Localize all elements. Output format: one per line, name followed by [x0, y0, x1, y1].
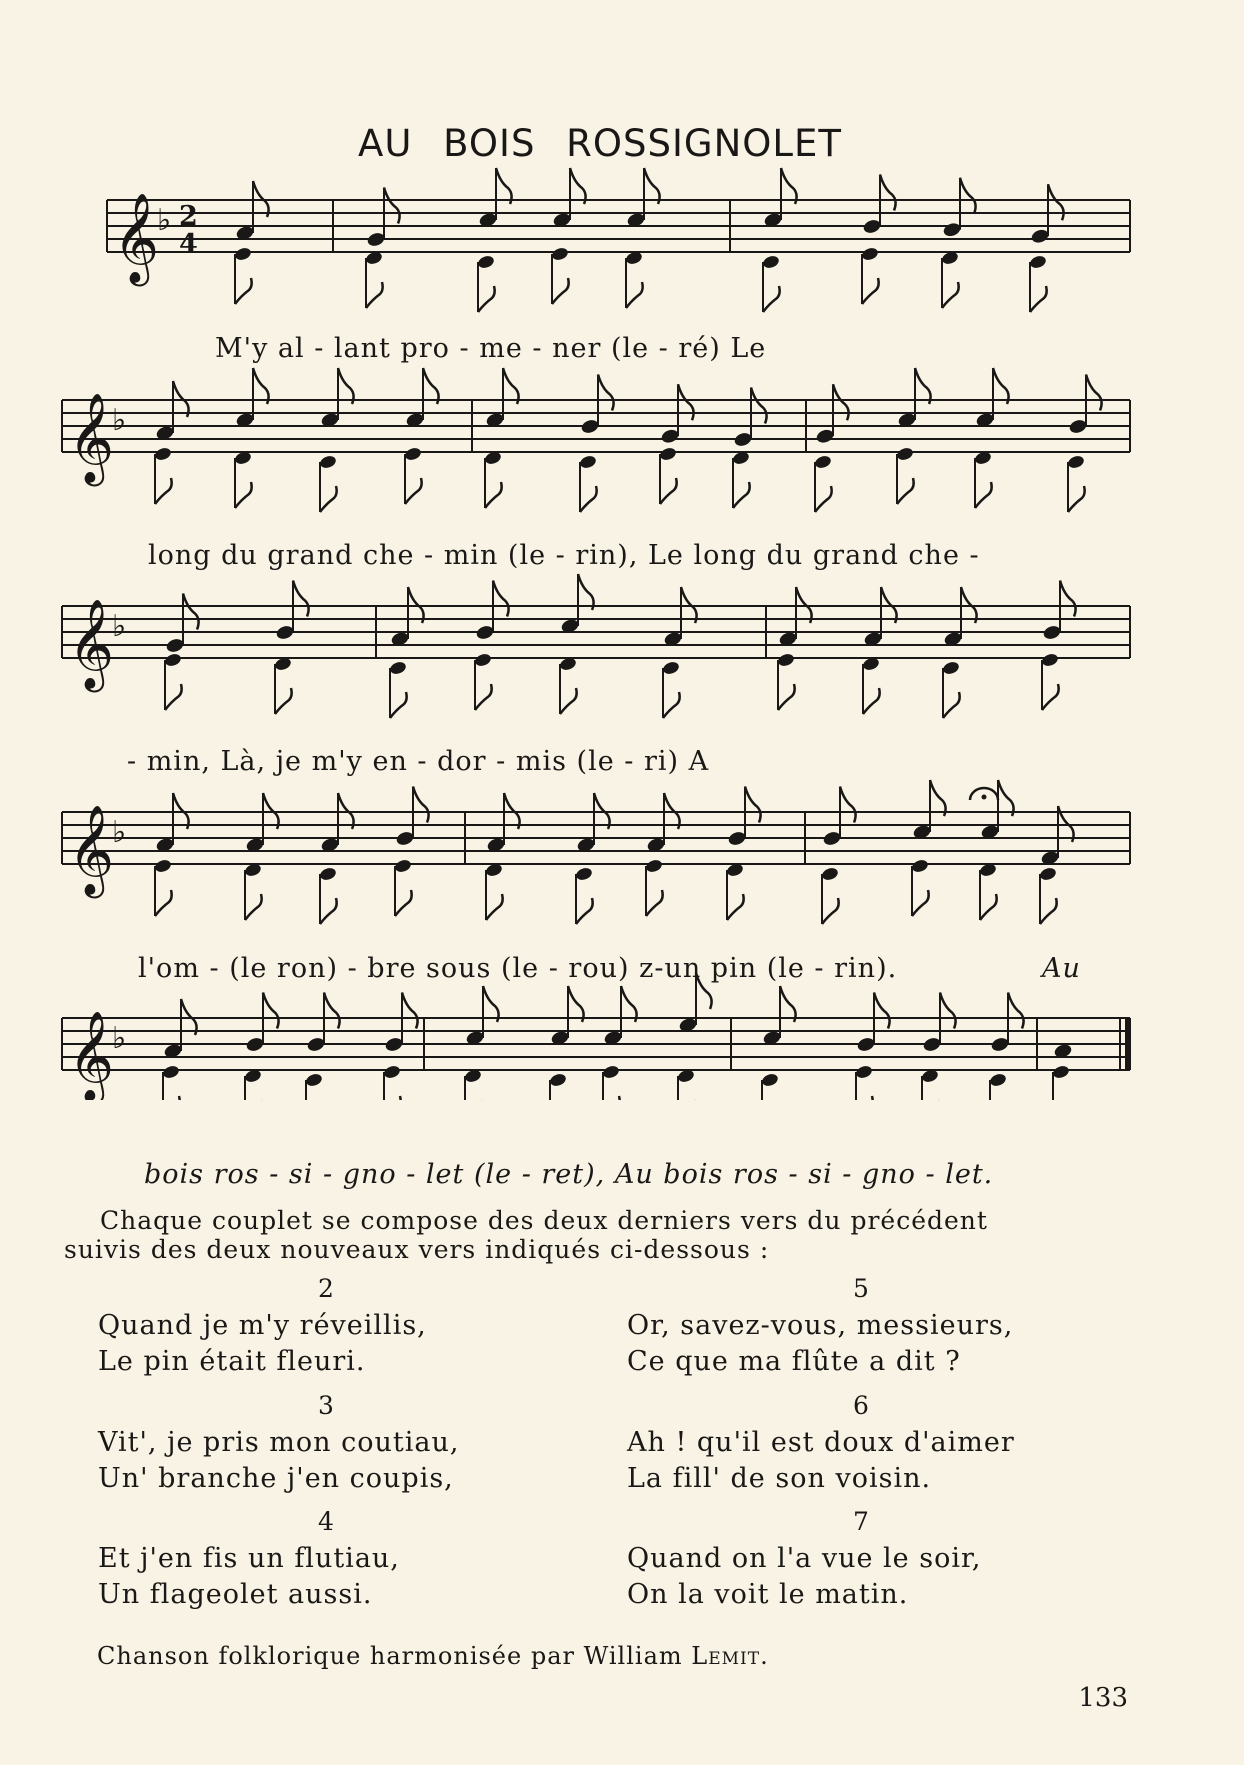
- note-flag: [880, 175, 896, 211]
- note-flag: [781, 168, 797, 204]
- verse-number: 3: [318, 1391, 334, 1420]
- lower-note-head: [394, 858, 413, 874]
- lower-note-flag: [822, 898, 839, 924]
- lower-note-flag: [576, 898, 593, 924]
- lower-note-flag: [862, 278, 879, 304]
- verse-line: Le pin était fleuri.: [98, 1346, 366, 1377]
- treble-clef-icon: 𝄞: [68, 1011, 115, 1100]
- lower-note-flag: [980, 894, 997, 920]
- lower-note-flag: [863, 688, 880, 714]
- note-flag: [1008, 993, 1024, 1029]
- note-flag: [402, 993, 418, 1029]
- lower-note-flag: [897, 478, 914, 504]
- verse-number: 4: [318, 1507, 334, 1536]
- note-flag: [1060, 581, 1076, 617]
- lower-note-head: [662, 660, 681, 676]
- lower-note-head: [162, 1064, 181, 1080]
- note-flag: [324, 993, 340, 1029]
- note-flag: [253, 368, 269, 404]
- lower-note-head: [305, 1072, 324, 1088]
- note-flag: [930, 780, 946, 816]
- verse-number: 5: [853, 1274, 869, 1303]
- lower-note-flag: [1030, 286, 1047, 312]
- note-flag: [413, 787, 429, 823]
- lower-note-head: [579, 454, 598, 470]
- note-flag: [1048, 184, 1064, 220]
- lower-note-flag: [660, 478, 677, 504]
- lower-note-flag: [603, 1096, 620, 1100]
- note-flag: [833, 384, 849, 420]
- note-flag: [998, 780, 1014, 816]
- lower-note-flag: [245, 894, 262, 920]
- lyric-line-5: bois ros - si - gno - let (le - ret), Au bois ros - si - gno - let.: [144, 1159, 994, 1190]
- intro-text: [64, 1206, 1144, 1264]
- credit-line: [97, 1642, 769, 1670]
- lower-note-head: [1039, 866, 1058, 882]
- note-flag: [780, 986, 796, 1022]
- lyric-line-4: l'om - (le ron) - bre sous (le - rou) z-un pin (le - rin).: [138, 953, 898, 984]
- lower-note-head: [989, 1072, 1008, 1088]
- note-flag: [293, 581, 309, 617]
- note-flag: [384, 188, 400, 224]
- lyric-line-3: - min, Là, je m'y en - dor - mis (le - ri) A: [127, 746, 710, 777]
- lower-note-head: [602, 1064, 621, 1080]
- note-flag: [751, 388, 767, 424]
- lower-note-flag: [384, 1096, 401, 1100]
- lower-note-flag: [815, 486, 832, 512]
- lower-note-flag: [235, 278, 252, 304]
- lower-note-flag: [485, 482, 502, 508]
- lower-note-head: [234, 246, 253, 262]
- treble-clef-icon: 𝄞: [68, 393, 115, 483]
- note-flag: [960, 178, 976, 214]
- verse-line: Un' branche j'en coupis,: [98, 1463, 454, 1494]
- lower-note-head: [814, 454, 833, 470]
- note-flag: [621, 986, 637, 1022]
- note-flag: [678, 384, 694, 420]
- time-signature-top: 2: [179, 201, 198, 232]
- lower-note-head: [319, 866, 338, 882]
- verse-line: Et j'en fis un flutiau,: [98, 1543, 400, 1574]
- lower-note-head: [645, 858, 664, 874]
- verse-line: Or, savez-vous, messieurs,: [627, 1310, 1014, 1341]
- lower-note-head: [761, 1072, 780, 1088]
- lower-note-head: [389, 660, 408, 676]
- flat-sign: ♭: [157, 203, 172, 238]
- lower-note-flag: [478, 286, 495, 312]
- lower-note-flag: [155, 890, 172, 916]
- note-flag: [578, 574, 594, 610]
- lower-note-head: [942, 660, 961, 676]
- lower-note-flag: [320, 486, 337, 512]
- treble-clef-icon: 𝄞: [68, 599, 115, 689]
- intro-line-2: suivis des deux nouveaux vers indiqués ci-dessous :: [64, 1235, 770, 1264]
- verse-number: 6: [853, 1391, 869, 1420]
- lower-note-flag: [405, 478, 422, 504]
- verse-line: Un flageolet aussi.: [98, 1579, 373, 1610]
- lower-note-flag: [778, 684, 795, 710]
- lyric-line-1: M'y al - lant pro - me - ner (le - ré) Le: [215, 333, 767, 364]
- credit-text: Chanson folklorique harmonisée par William: [97, 1642, 683, 1670]
- page-number: 133: [1078, 1683, 1128, 1713]
- lower-note-head: [154, 446, 173, 462]
- lower-note-flag: [1040, 898, 1057, 924]
- lower-note-head: [1041, 652, 1060, 668]
- lower-note-flag: [975, 482, 992, 508]
- verse-line: Quand je m'y réveillis,: [98, 1310, 427, 1341]
- note-flag: [840, 787, 856, 823]
- flat-sign: ♭: [112, 815, 127, 850]
- verse-line: Ah ! qu'il est doux d'aimer: [627, 1427, 1015, 1458]
- verse-line: On la voit le matin.: [627, 1579, 909, 1610]
- lower-note-flag: [475, 684, 492, 710]
- song-title: AU BOIS ROSSIGNOLET: [358, 122, 842, 165]
- verse-number: 7: [853, 1507, 869, 1536]
- lower-note-flag: [663, 692, 680, 718]
- lower-note-head: [1067, 454, 1086, 470]
- lower-note-flag: [486, 894, 503, 920]
- note-flag: [503, 368, 519, 404]
- lower-note-flag: [912, 890, 929, 916]
- lower-note-flag: [1068, 486, 1085, 512]
- verse-line: Quand on l'a vue le soir,: [627, 1543, 982, 1574]
- flat-sign: ♭: [112, 609, 127, 644]
- lower-note-flag: [163, 1096, 180, 1100]
- verse-number: 2: [318, 1274, 334, 1303]
- lower-note-flag: [235, 482, 252, 508]
- lower-note-head: [659, 446, 678, 462]
- lower-note-head: [551, 246, 570, 262]
- lower-note-flag: [580, 486, 597, 512]
- lower-note-head: [896, 446, 915, 462]
- lower-note-flag: [275, 688, 292, 714]
- note-flag: [570, 168, 586, 204]
- lower-note-flag: [727, 894, 744, 920]
- verse-line: Ce que ma flûte a dit ?: [627, 1346, 961, 1377]
- time-signature-bottom: 4: [179, 229, 198, 260]
- note-flag: [568, 986, 584, 1022]
- note-flag: [598, 375, 614, 411]
- lower-note-head: [762, 254, 781, 270]
- lower-note-flag: [390, 692, 407, 718]
- note-flag: [483, 986, 499, 1022]
- lower-note-flag: [395, 890, 412, 916]
- verse-line: La fill' de son voisin.: [627, 1463, 932, 1494]
- lower-note-head: [404, 446, 423, 462]
- lower-note-flag: [155, 478, 172, 504]
- lyric-line-2: long du grand che - min (le - rin), Le long du grand che -: [148, 540, 980, 571]
- note-flag: [338, 368, 354, 404]
- note-flag: [493, 581, 509, 617]
- lower-note-head: [861, 246, 880, 262]
- lower-note-flag: [560, 688, 577, 714]
- lower-note-head: [549, 1072, 568, 1088]
- note-flag: [1086, 375, 1102, 411]
- lower-note-head: [911, 858, 930, 874]
- note-flag: [263, 993, 279, 1029]
- note-flag: [183, 594, 199, 630]
- note-flag: [745, 787, 761, 823]
- note-flag: [940, 993, 956, 1029]
- lower-note-flag: [320, 898, 337, 924]
- lower-note-flag: [942, 282, 959, 308]
- treble-clef-icon: 𝄞: [113, 193, 160, 283]
- lower-note-flag: [165, 684, 182, 710]
- lower-note-flag: [646, 890, 663, 916]
- lower-note-flag: [552, 278, 569, 304]
- lower-note-flag: [626, 282, 643, 308]
- lower-note-flag: [763, 286, 780, 312]
- lower-note-head: [575, 866, 594, 882]
- note-flag: [644, 168, 660, 204]
- note-flag: [993, 368, 1009, 404]
- fermata-dot: [982, 795, 987, 800]
- lower-note-head: [474, 652, 493, 668]
- note-flag: [874, 993, 890, 1029]
- lower-note-head: [855, 1064, 874, 1080]
- lower-note-head: [821, 866, 840, 882]
- intro-line-1: Chaque couplet se compose des deux derniers vers du précédent: [100, 1206, 988, 1235]
- lower-note-head: [1052, 1064, 1071, 1080]
- lower-note-head: [319, 454, 338, 470]
- lower-note-flag: [366, 282, 383, 308]
- treble-clef-icon: 𝄞: [68, 805, 115, 895]
- verse-line: Vit', je pris mon coutiau,: [98, 1427, 460, 1458]
- lower-note-flag: [856, 1096, 873, 1100]
- lower-note-head: [1029, 254, 1048, 270]
- composer-name: Lemit.: [691, 1642, 769, 1670]
- note-flag: [496, 168, 512, 204]
- lower-note-head: [154, 858, 173, 874]
- lower-note-head: [777, 652, 796, 668]
- lower-note-flag: [733, 482, 750, 508]
- lower-note-head: [477, 254, 496, 270]
- lyric-line-4-tail: Au: [1042, 953, 1081, 984]
- lower-note-head: [164, 652, 183, 668]
- lower-note-head: [383, 1064, 402, 1080]
- note-flag: [423, 368, 439, 404]
- lower-note-flag: [943, 692, 960, 718]
- flat-sign: ♭: [112, 1021, 127, 1056]
- flat-sign: ♭: [112, 403, 127, 438]
- note-flag: [915, 368, 931, 404]
- lower-note-flag: [1042, 684, 1059, 710]
